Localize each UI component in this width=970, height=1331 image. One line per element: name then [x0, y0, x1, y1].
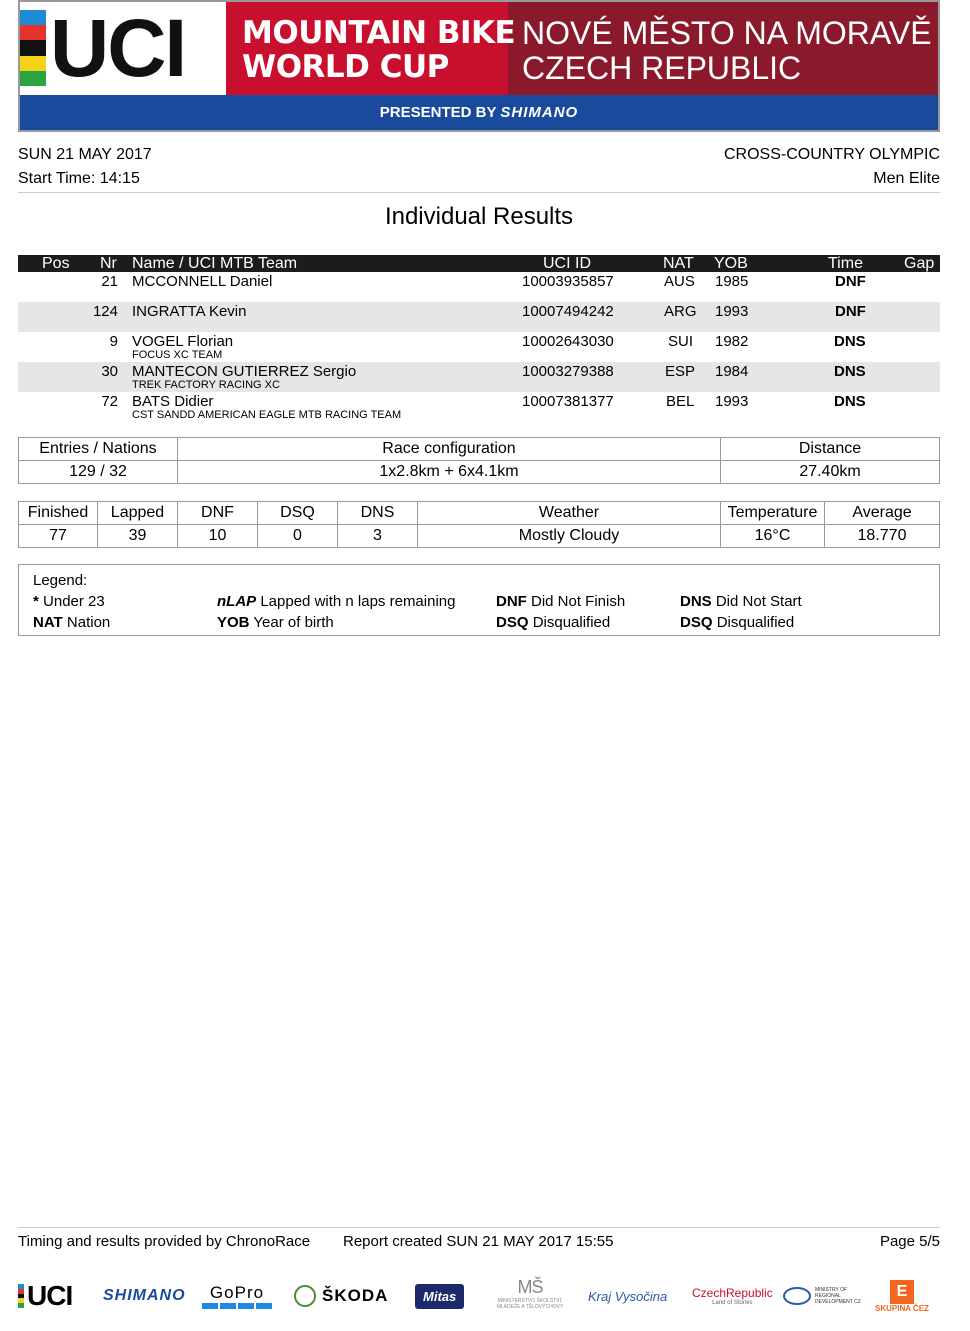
- entries-label: Entries / Nations: [19, 438, 178, 461]
- sponsor-kraj-logo: [588, 1277, 667, 1315]
- gopro-squares-icon: [202, 1303, 272, 1309]
- rider-name: MANTECON GUTIERREZ Sergio: [132, 363, 357, 380]
- stat-value-weather: Mostly Cloudy: [418, 525, 721, 548]
- sponsor-kraj-text: Kraj Vysočina: [588, 1288, 668, 1304]
- stat-value-average: 18.770: [825, 525, 940, 548]
- sponsor-gopro-text: GoPro: [209, 1283, 265, 1302]
- event-title-line2: WORLD CUP: [242, 49, 449, 85]
- race-config-label: Race configuration: [178, 438, 721, 461]
- legend-key: DSQ: [496, 614, 529, 631]
- col-pos: Pos: [42, 255, 70, 272]
- col-gap: Gap: [904, 255, 935, 272]
- rider-nat: SUI: [668, 333, 694, 350]
- legend-box: [18, 564, 940, 636]
- rider-time: DNS: [834, 333, 866, 350]
- stat-value-lapped: 39: [98, 525, 178, 548]
- col-uci-id: UCI ID: [543, 255, 591, 272]
- legend-item: [680, 593, 802, 610]
- rider-nat: AUS: [664, 273, 695, 290]
- event-title-line1: MOUNTAIN BIKE: [242, 15, 516, 51]
- sponsor-mitas-logo: [415, 1277, 464, 1315]
- rider-name: VOGEL Florian: [132, 333, 234, 350]
- race-config-value: 1x2.8km + 6x4.1km: [178, 461, 721, 484]
- rider-yob: 1993: [715, 303, 749, 320]
- stat-value-temperature: 16°C: [721, 525, 825, 548]
- rider-time: DNS: [834, 393, 866, 410]
- col-nat: NAT: [663, 255, 694, 272]
- race-info-table: [18, 437, 940, 484]
- legend-text: Did Not Start: [715, 593, 802, 610]
- stat-value-dsq: 0: [258, 525, 338, 548]
- rider-nr: 30: [101, 363, 118, 380]
- header-divider: [18, 192, 940, 193]
- col-name: Name / UCI MTB Team: [132, 255, 298, 272]
- stat-label-temperature: Temperature: [721, 502, 825, 525]
- legend-key: DNF: [496, 593, 527, 610]
- footer-divider: [18, 1227, 940, 1228]
- sponsor-mmr-text: MINISTRY OF REGIONAL DEVELOPMENT CZ: [815, 1287, 861, 1305]
- col-yob: YOB: [714, 255, 748, 272]
- page-title: Individual Results: [384, 203, 574, 230]
- rider-yob: 1993: [715, 393, 749, 410]
- event-location: [522, 16, 932, 86]
- mmr-emblem-icon: [783, 1287, 811, 1305]
- sponsor-msmt-logo: [490, 1277, 570, 1315]
- legend-item: [33, 593, 105, 610]
- results-table-header: [18, 255, 940, 272]
- stat-label-dns: DNS: [338, 502, 418, 525]
- rider-uci-id: 10007381377: [522, 393, 614, 410]
- rider-yob: 1985: [715, 273, 749, 290]
- start-time: Start Time: 14:15: [18, 170, 140, 187]
- rider-yob: 1984: [715, 363, 749, 380]
- sponsor-czech-republic-logo: [692, 1277, 773, 1315]
- presented-by-label: PRESENTED BY: [379, 104, 497, 121]
- legend-text: Disqualified: [532, 614, 611, 631]
- rider-nat: ARG: [664, 303, 697, 320]
- rider-uci-id: 10003279388: [522, 363, 614, 380]
- legend-key: nLAP: [217, 593, 257, 610]
- table-row: [18, 302, 940, 332]
- rider-time: DNF: [835, 273, 866, 290]
- rider-team: CST SANDD AMERICAN EAGLE MTB RACING TEAM: [132, 409, 402, 421]
- rider-name: INGRATTA Kevin: [132, 303, 247, 320]
- race-date: SUN 21 MAY 2017: [18, 146, 152, 163]
- stat-label-average: Average: [825, 502, 940, 525]
- legend-text: Disqualified: [716, 614, 795, 631]
- legend-text: Nation: [66, 614, 111, 631]
- timing-credit: Timing and results provided by ChronoRace: [18, 1233, 311, 1250]
- rider-uci-id: 10003935857: [522, 273, 614, 290]
- presented-by-brand: SHIMANO: [500, 104, 579, 121]
- uci-stripes-icon: [18, 1284, 24, 1308]
- rider-nr: 21: [101, 273, 118, 290]
- rider-nr: 9: [109, 333, 118, 350]
- stat-label-lapped: Lapped: [98, 502, 178, 525]
- legend-key: *: [33, 593, 39, 610]
- table-row: [18, 392, 940, 422]
- legend-key: DNS: [680, 593, 712, 610]
- legend-text: Lapped with n laps remaining: [260, 593, 456, 610]
- legend-item: [217, 593, 455, 610]
- sponsor-cez-text: SKUPINA ČEZ: [875, 1303, 929, 1313]
- rider-nat: ESP: [665, 363, 696, 380]
- rider-nat: BEL: [666, 393, 695, 410]
- sponsor-gopro-logo: [202, 1277, 272, 1315]
- sponsor-shimano-text: SHIMANO: [103, 1287, 186, 1304]
- report-created: Report created SUN 21 MAY 2017 15:55: [343, 1233, 614, 1250]
- legend-key: NAT: [33, 614, 63, 631]
- race-stats-table: [18, 501, 940, 548]
- stat-value-dns: 3: [338, 525, 418, 548]
- col-nr: Nr: [100, 255, 117, 272]
- rider-nr: 124: [92, 303, 118, 320]
- stat-label-finished: Finished: [19, 502, 98, 525]
- rider-nr: 72: [101, 393, 118, 410]
- legend-text: Under 23: [43, 593, 105, 610]
- legend-item: [33, 614, 110, 631]
- stat-value-finished: 77: [19, 525, 98, 548]
- event-location-line2: CZECH REPUBLIC: [522, 50, 802, 86]
- rider-team: FOCUS XC TEAM: [132, 349, 223, 361]
- table-row: [18, 272, 940, 302]
- rider-name: MCCONNELL Daniel: [132, 273, 273, 290]
- sponsor-czech-republic-text: CzechRepublic: [692, 1286, 773, 1300]
- legend-item: [217, 614, 334, 631]
- uci-logo: UCI: [50, 3, 186, 94]
- legend-key: DSQ: [680, 614, 713, 631]
- table-row: [18, 362, 940, 392]
- legend-text: Year of birth: [253, 614, 334, 631]
- entries-value: 129 / 32: [19, 461, 178, 484]
- legend-item: [680, 614, 794, 631]
- event-location-line1: NOVÉ MĚSTO NA MORAVĚ: [522, 15, 932, 51]
- msmt-emblem-icon: MŠ: [517, 1277, 543, 1297]
- sponsor-msmt-text: MINISTERSTVO ŠKOLSTVÍ, MLÁDEŽE A TĚLOVÝCHOVY: [496, 1298, 564, 1310]
- sponsor-mmr-logo: [783, 1277, 865, 1315]
- presented-by: [20, 95, 938, 130]
- sponsor-skoda-text: ŠKODA: [322, 1286, 389, 1305]
- col-time: Time: [828, 255, 863, 272]
- rider-time: DNS: [834, 363, 866, 380]
- table-row: [18, 332, 940, 362]
- sponsor-skoda-logo: [294, 1277, 388, 1315]
- rider-name: BATS Didier: [132, 393, 214, 410]
- rider-team: TREK FACTORY RACING XC: [132, 379, 280, 391]
- rider-time: DNF: [835, 303, 866, 320]
- legend-title: Legend:: [33, 572, 88, 589]
- uci-rainbow-stripes: [20, 10, 46, 86]
- sponsor-shimano-logo: [103, 1277, 186, 1315]
- stat-label-weather: Weather: [418, 502, 721, 525]
- skoda-arrow-icon: [294, 1285, 316, 1307]
- event-title: [242, 16, 515, 84]
- rider-uci-id: 10007494242: [522, 303, 614, 320]
- stat-label-dnf: DNF: [178, 502, 258, 525]
- event-banner: [18, 0, 940, 132]
- sponsor-cez-logo: [875, 1277, 929, 1315]
- distance-value: 27.40km: [721, 461, 940, 484]
- rider-uci-id: 10002643030: [522, 333, 614, 350]
- sponsor-czech-republic-subtext: Land of Stories: [712, 1300, 753, 1306]
- legend-item: [496, 593, 625, 610]
- legend-item: [496, 614, 610, 631]
- cez-emblem-icon: E: [890, 1280, 914, 1304]
- legend-text: Did Not Finish: [531, 593, 626, 610]
- sponsor-mitas-text: Mitas: [415, 1284, 464, 1309]
- sponsor-uci-logo: [18, 1277, 86, 1315]
- legend-key: YOB: [217, 614, 250, 631]
- distance-label: Distance: [721, 438, 940, 461]
- rider-yob: 1982: [715, 333, 749, 350]
- discipline: CROSS-COUNTRY OLYMPIC: [723, 146, 940, 163]
- page-number: Page 5/5: [879, 1233, 940, 1250]
- sponsor-uci-text: UCI: [27, 1280, 73, 1311]
- category: Men Elite: [873, 170, 940, 187]
- stat-value-dnf: 10: [178, 525, 258, 548]
- stat-label-dsq: DSQ: [258, 502, 338, 525]
